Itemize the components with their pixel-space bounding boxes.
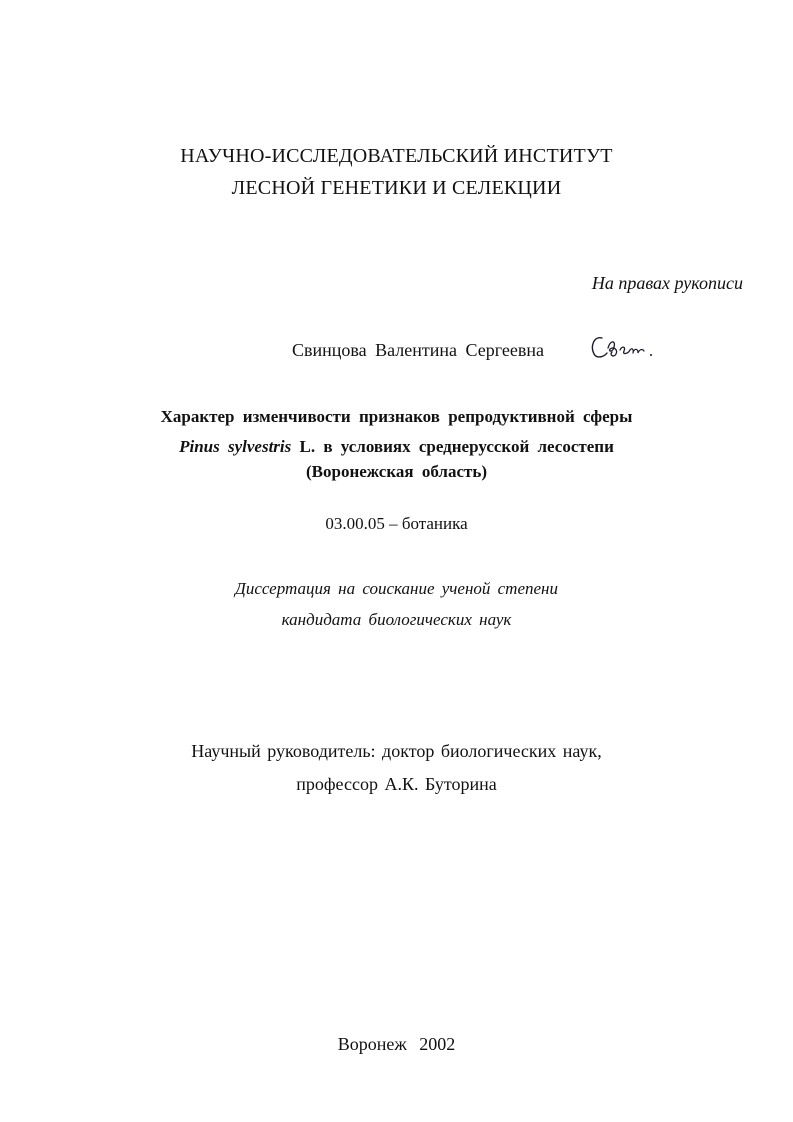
advisor-line-1: Научный руководитель: доктор биологических наук,: [191, 741, 602, 761]
institute-name-line-1: НАУЧНО-ИССЛЕДОВАТЕЛЬСКИЙ ИНСТИТУТ: [180, 145, 613, 167]
specialty-code: 03.00.05 – ботаника: [325, 514, 468, 533]
author-name: Свинцова Валентина Сергеевна: [292, 340, 544, 360]
author-row: [0, 340, 793, 370]
institute-name-line-2: ЛЕСНОЙ ГЕНЕТИКИ И СЕЛЕКЦИИ: [231, 177, 562, 199]
title-line-2-rest: L. в условиях среднерусской лесостепи: [291, 437, 614, 456]
title-line-3: (Воронежская область): [305, 462, 487, 481]
dissertation-line-2: кандидата биологических наук: [281, 610, 512, 629]
manuscript-rights-note: На правах рукописи: [591, 273, 743, 293]
city-year: Воронеж 2002: [337, 1034, 456, 1054]
advisor-line-2: профессор А.К. Буторина: [296, 774, 497, 794]
title-line-2: [0, 437, 793, 457]
title-line-1: Характер изменчивости признаков репродуктивной сферы: [160, 407, 633, 426]
author-signature: [588, 328, 668, 368]
dissertation-line-1: Диссертация на соискание ученой степени: [235, 579, 558, 598]
species-name: Pinus sylvestris: [179, 437, 292, 456]
